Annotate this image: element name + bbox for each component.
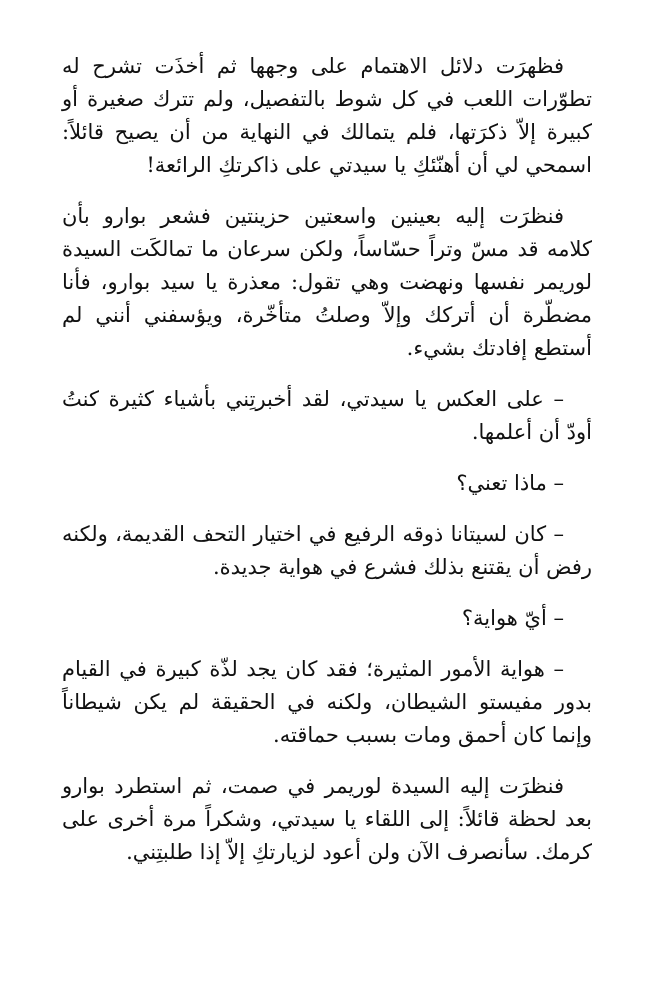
paragraph-dialogue-2: – ماذا تعني؟ xyxy=(456,471,564,495)
paragraph-dialogue-5: – هواية الأمور المثيرة؛ فقد كان يجد لذّة كبيرة في القيام بدور مفيستو الشيطان، ولكنه في الحقيقة لم يكن شيطاناً وإنما كان أحمق ومات بسبب حماقته. xyxy=(62,657,592,747)
book-page xyxy=(62,50,592,887)
paragraph-dialogue-4: – أيّ هواية؟ xyxy=(461,606,564,630)
paragraph-dialogue-3: – كان لسيتانا ذوقه الرفيع في اختيار التحف القديمة، ولكنه رفض أن يقتنع بذلك فشرع في هواية جديدة. xyxy=(62,522,592,579)
paragraph-narrative-2: فنظرَت إليه بعينين واسعتين حزينتين فشعر بوارو بأن كلامه قد مسّ وتراً حسّاساً، ولكن سرعان ما تمالكَت السيدة لوريمر نفسها ونهضت وهي تقول: معذرة يا سيد بوارو، فأنا مضطّرة أن أتركك وإلاّ وصلتُ متأخّرة، ويؤسفني أنني لم أستطع إفادتك بشيء. xyxy=(62,204,592,360)
paragraph-dialogue-1: – على العكس يا سيدتي، لقد أخبرتِني بأشياء كثيرة كنتُ أودّ أن أعلمها. xyxy=(62,387,592,444)
paragraph-narrative-1: فظهرَت دلائل الاهتمام على وجهها ثم أخذَت تشرح له تطوّرات اللعب في كل شوط بالتفصيل، ولم تترك صغيرة أو كبيرة إلاّ ذكرَتها، فلم يتمالك في النهاية من أن يصيح قائلاً: اسمحي لي أن أهنّئكِ يا سيدتي على ذاكرتكِ الرائعة! xyxy=(62,54,592,177)
paragraph-narrative-3: فنظرَت إليه السيدة لوريمر في صمت، ثم استطرد بوارو بعد لحظة قائلاً: إلى اللقاء يا سيدتي، وشكراً مرة أخرى على كرمك. سأنصرف الآن ولن أعود لزيارتكِ إلاّ إذا طلبتِني. xyxy=(62,774,592,864)
